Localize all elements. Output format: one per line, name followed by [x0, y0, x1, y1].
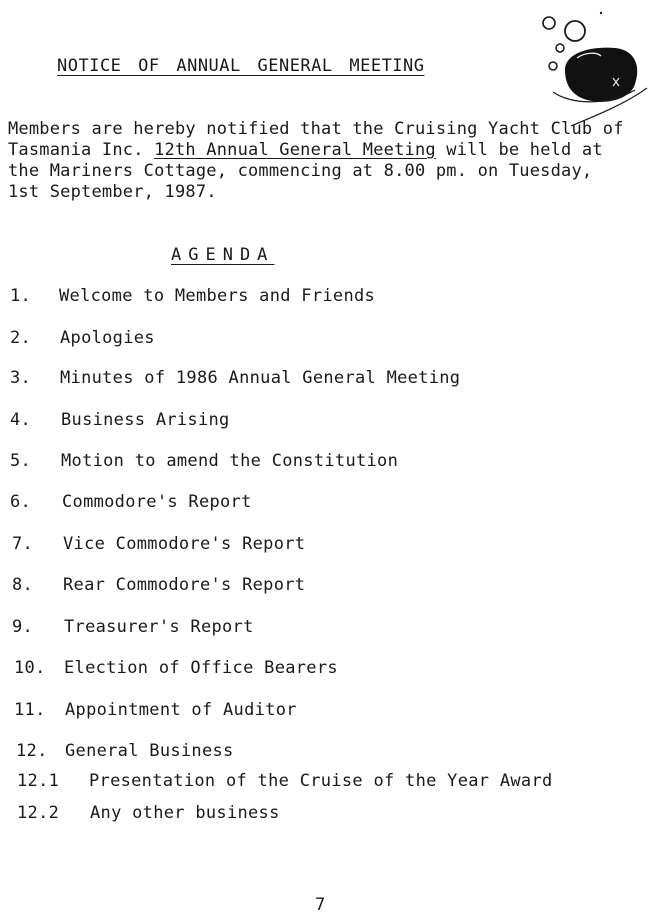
agenda-item-number: 3. [10, 368, 32, 388]
agenda-item-number: 5. [10, 451, 32, 471]
agenda-item-text: Business Arising [61, 410, 230, 430]
agenda-item-text: Apologies [60, 328, 155, 348]
notice-paragraph [8, 119, 628, 203]
agenda-item-number: 10. [14, 658, 46, 678]
agenda-item-text: Welcome to Members and Friends [59, 286, 376, 306]
agenda-item-text: Election of Office Bearers [64, 658, 338, 678]
notice-title: NOTICE OF ANNUAL GENERAL MEETING [57, 56, 425, 76]
agenda-item-number: 1. [10, 286, 32, 306]
agenda-item-text: Any other business [90, 803, 280, 823]
agenda-item-text: Commodore's Report [62, 492, 252, 512]
page-number: 7 [315, 895, 326, 915]
agenda-item-text: Vice Commodore's Report [63, 534, 306, 554]
agenda-item-text: Presentation of the Cruise of the Year Award [89, 771, 553, 791]
agenda-item-number: 12.2 [17, 803, 60, 823]
agenda-item-number: 12.1 [17, 771, 60, 791]
agenda-item-text: Rear Commodore's Report [63, 575, 306, 595]
agenda-item-number: 9. [12, 617, 34, 637]
meeting-name: 12th Annual General Meeting [154, 140, 436, 160]
agenda-item-number: 6. [10, 492, 32, 512]
agenda-heading: AGENDA [171, 245, 275, 265]
agenda-item-text: Treasurer's Report [64, 617, 254, 637]
agenda-item-text: Minutes of 1986 Annual General Meeting [60, 368, 461, 388]
notice-text-part1: Members are hereby notified that the Cruising Yacht Club of Tasmania Inc. [8, 119, 624, 160]
agenda-item-number: 8. [12, 575, 34, 595]
agenda-item-text: Motion to amend the Constitution [61, 451, 399, 471]
bubbles-and-stone-icon [535, 8, 661, 133]
agenda-item-number: 4. [10, 410, 32, 430]
agenda-item-number: 11. [14, 700, 46, 720]
agenda-item-number: 12. [16, 741, 48, 761]
agenda-item-text: Appointment of Auditor [65, 700, 297, 720]
agenda-item-text: General Business [65, 741, 234, 761]
agenda-item-number: 2. [10, 328, 32, 348]
agenda-item-number: 7. [12, 534, 34, 554]
notice-text-part2: will be held at the Mariners Cottage, commencing at 8.00 pm. on Tuesday, 1st September, 1987. [8, 140, 603, 202]
